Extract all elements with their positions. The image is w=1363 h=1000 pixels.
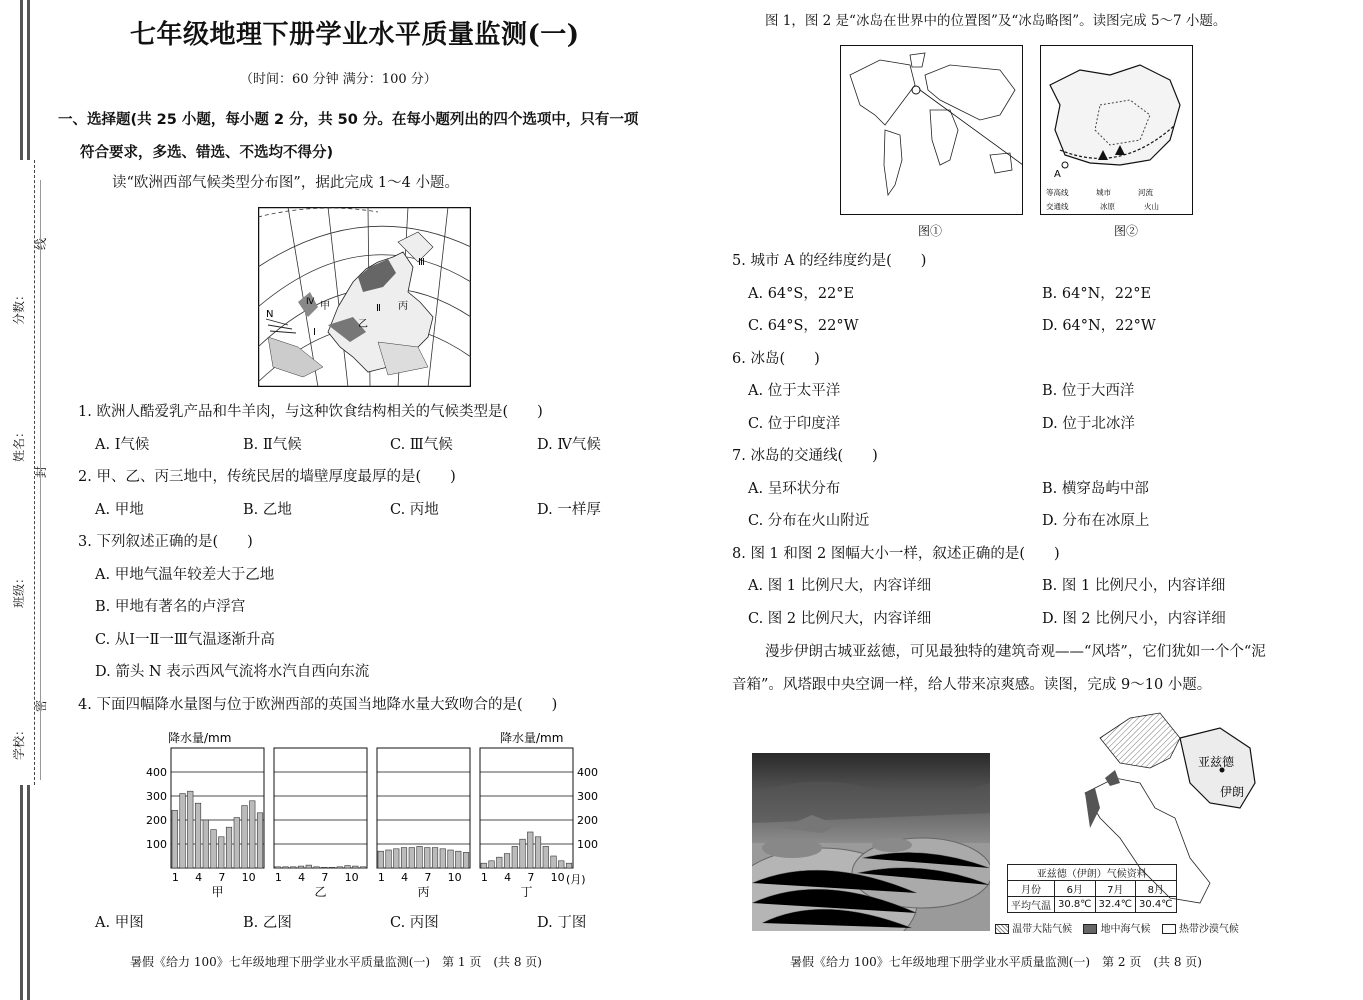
precip-bar [432, 848, 438, 868]
climate-month-jul: 7月 [1095, 881, 1136, 897]
precip-bar [520, 839, 526, 868]
precipitation-charts [140, 726, 610, 904]
seal-mark: 封 [34, 465, 48, 478]
score-label: 分数： [12, 288, 26, 325]
precip-bar [463, 852, 469, 868]
y-axis-label-right: 降水量/mm [500, 731, 564, 745]
yazd-label: 亚兹德 [1198, 755, 1235, 769]
precip-bar [551, 856, 557, 868]
legend-mediterranean: 地中海气候 [1100, 924, 1151, 935]
y-tick-label-left: 100 [146, 838, 167, 851]
chart-series-label: 丙 [417, 885, 430, 899]
zone-4-label: Ⅳ [306, 297, 315, 307]
q1-option-a: A. Ⅰ气候 [95, 437, 150, 453]
q3-option-b: B. 甲地有著名的卢浮宫 [95, 599, 246, 615]
precip-bar [242, 806, 248, 868]
climate-temp-jun: 30.8℃ [1055, 897, 1096, 913]
climate-legend [995, 920, 1239, 935]
sidebar-bar-bottom-2 [27, 785, 30, 1000]
precip-bar [456, 851, 462, 868]
page-subtitle: （时间：60 分钟 满分：100 分） [240, 72, 437, 87]
place-jia-label: 甲 [320, 301, 330, 312]
x-tick-label: 10 [241, 871, 256, 884]
precip-bar [543, 846, 549, 868]
x-tick-label: 10 [550, 871, 565, 884]
precip-bar [345, 866, 351, 868]
legend-city: 城市 [1096, 188, 1111, 197]
legend-road: 交通线 [1046, 202, 1069, 211]
europe-climate-map [258, 207, 471, 387]
x-tick-label: 1 [274, 871, 282, 884]
question-2: 2. 甲、乙、丙三地中，传统民居的墙壁厚度最厚的是( ) [78, 469, 456, 485]
x-tick-label: 10 [447, 871, 462, 884]
precip-bar [360, 867, 366, 868]
q1-option-c: C. Ⅲ气候 [390, 437, 453, 453]
climate-temp-header: 平均气温 [1008, 897, 1055, 913]
q8-option-b: B. 图 1 比例尺小，内容详细 [1042, 578, 1226, 594]
precip-bar [219, 837, 225, 868]
iran-label: 伊朗 [1220, 785, 1245, 799]
precip-bar [378, 851, 384, 868]
q4-option-c: C. 丙图 [390, 915, 439, 931]
arrow-n-label: N [266, 309, 274, 320]
legend-continental: 温带大陆气候 [1012, 924, 1073, 935]
precip-bar [180, 794, 186, 868]
precip-bar [275, 867, 281, 868]
precip-bar [298, 866, 304, 868]
x-tick-label: 4 [298, 871, 306, 884]
class-label: 班级： [12, 571, 26, 608]
section-heading-2: 符合要求，多选、错选、不选均不得分) [80, 145, 334, 161]
climate-temp-aug: 30.4℃ [1136, 897, 1177, 913]
chart-series-label: 乙 [314, 885, 327, 899]
precip-bar [566, 863, 572, 868]
precip-bar [497, 857, 503, 868]
figure-2-caption: 图② [1114, 224, 1139, 238]
q3-option-c: C. 从Ⅰ一Ⅱ一Ⅲ气温逐渐升高 [95, 632, 275, 648]
q5-option-d: D. 64°N，22°W [1042, 318, 1156, 334]
place-bing-label: 丙 [398, 301, 408, 312]
precip-bar [211, 830, 217, 868]
precip-bar [188, 791, 194, 868]
legend-swatch-mediterranean [1083, 924, 1097, 934]
question-6: 6. 冰岛( ) [732, 351, 820, 367]
q2-option-c: C. 丙地 [390, 502, 439, 518]
question-7: 7. 冰岛的交通线( ) [732, 448, 878, 464]
precip-bar [440, 849, 446, 868]
x-tick-label: 7 [321, 871, 329, 884]
climate-month-jun: 6月 [1055, 881, 1096, 897]
precip-bar [512, 846, 518, 868]
q5-option-b: B. 64°N，22°E [1042, 286, 1152, 302]
y-axis-label-left: 降水量/mm [168, 731, 232, 745]
x-tick-label: 4 [195, 871, 203, 884]
precip-bar [401, 848, 407, 868]
q5-option-a: A. 64°S，22°E [748, 286, 855, 302]
x-tick-label: 7 [218, 871, 226, 884]
precip-bar [353, 866, 359, 868]
q2-option-b: B. 乙地 [243, 502, 292, 518]
precip-bar [394, 849, 400, 868]
precip-bar [425, 848, 431, 868]
q7-option-b: B. 横穿岛屿中部 [1042, 481, 1149, 497]
precip-bar [250, 801, 256, 868]
precip-bar [409, 848, 415, 868]
precip-bar [535, 837, 541, 868]
q6-option-c: C. 位于印度洋 [748, 416, 841, 432]
name-label: 姓名： [12, 425, 26, 462]
q6-option-d: D. 位于北冰洋 [1042, 416, 1135, 432]
iceland-map-figure [1040, 45, 1193, 215]
x-tick-label: 4 [401, 871, 409, 884]
precip-bar [306, 865, 312, 868]
q7-option-c: C. 分布在火山附近 [748, 513, 870, 529]
x-axis-unit: (月) [566, 873, 586, 886]
precip-bar [329, 867, 335, 868]
zone-1-label: Ⅰ [313, 327, 316, 338]
precip-bar [195, 803, 201, 868]
precip-bar [489, 861, 495, 868]
page-title: 七年级地理下册学业水平质量监测(一) [130, 20, 580, 50]
question-3: 3. 下列叙述正确的是( ) [78, 534, 253, 550]
legend-ice: 冰原 [1100, 202, 1115, 211]
place-yi-label: 乙 [358, 319, 368, 330]
precip-bar [504, 854, 510, 868]
y-tick-label-left: 400 [146, 766, 167, 779]
precip-bar [283, 867, 289, 868]
question-1: 1. 欧洲人酷爱乳产品和牛羊肉，与这种饮食结构相关的气候类型是( ) [78, 404, 543, 420]
x-tick-label: 4 [504, 871, 512, 884]
precip-bar [417, 846, 423, 868]
precip-bar [528, 832, 534, 868]
precip-bar [386, 850, 392, 868]
paragraph-line-2: 音箱”。风塔跟中央空调一样，给人带来凉爽感。读图，完成 9～10 小题。 [732, 677, 1212, 693]
sidebar-bar-top [20, 0, 23, 160]
q4-option-a: A. 甲图 [95, 915, 144, 931]
q5-option-c: C. 64°S，22°W [748, 318, 859, 334]
precip-bar [322, 867, 328, 868]
figure-1-caption: 图① [918, 224, 943, 238]
q2-option-a: A. 甲地 [95, 502, 144, 518]
chart-series-label: 甲 [211, 885, 224, 899]
precip-bar [226, 827, 232, 868]
question-4: 4. 下面四幅降水量图与位于欧洲西部的英国当地降水量大致吻合的是( ) [78, 697, 558, 713]
precip-bar [559, 861, 565, 868]
x-tick-label: 7 [424, 871, 432, 884]
q8-option-c: C. 图 2 比例尺大，内容详细 [748, 611, 932, 627]
q4-option-d: D. 丁图 [537, 915, 587, 931]
x-tick-label: 1 [377, 871, 385, 884]
climate-month-header: 月份 [1008, 881, 1055, 897]
zone-2-label: Ⅱ [376, 303, 381, 314]
zone-3-label: Ⅲ [418, 257, 425, 268]
precip-bar [257, 813, 263, 868]
precip-bar [203, 820, 209, 868]
x-tick-label: 7 [527, 871, 535, 884]
city-a-label: A [1054, 169, 1061, 180]
sidebar-bar-bottom [20, 785, 23, 1000]
precip-bar [234, 818, 240, 868]
climate-temp-jul: 32.4℃ [1095, 897, 1136, 913]
x-tick-label: 1 [480, 871, 488, 884]
question-5: 5. 城市 A 的经纬度约是( ) [732, 253, 927, 269]
q7-option-d: D. 分布在冰原上 [1042, 513, 1150, 529]
y-tick-label-right: 100 [577, 838, 598, 851]
y-tick-label-right: 300 [577, 790, 598, 803]
paragraph-line-1: 漫步伊朗古城亚兹德，可见最独特的建筑奇观——“风塔”，它们犹如一个个“泥 [765, 644, 1266, 660]
page-1-footer: 暑假《给力 100》七年级地理下册学业水平质量监测(一) 第 1 页 (共 8 页) [130, 955, 542, 969]
intro-text: 读“欧洲西部气候类型分布图”，据此完成 1～4 小题。 [112, 175, 459, 191]
q2-option-d: D. 一样厚 [537, 502, 601, 518]
line-mark: 线 [34, 237, 48, 250]
chart-panel-4 [480, 748, 573, 868]
x-tick-label: 1 [171, 871, 179, 884]
y-tick-label-left: 300 [146, 790, 167, 803]
precip-bar [291, 867, 297, 868]
sidebar-write-line [40, 180, 41, 780]
secret-mark: 密 [34, 699, 48, 712]
chart-panel-2 [274, 748, 367, 868]
legend-desert: 热带沙漠气候 [1178, 924, 1239, 935]
legend-swatch-desert [1162, 924, 1176, 934]
q7-option-a: A. 呈环状分布 [748, 481, 841, 497]
page2-intro: 图 1，图 2 是“冰岛在世界中的位置图”及“冰岛略图”。读图完成 5～7 小题。 [765, 13, 1227, 29]
q4-option-b: B. 乙图 [243, 915, 292, 931]
climate-month-aug: 8月 [1136, 881, 1177, 897]
q1-option-b: B. Ⅱ气候 [243, 437, 302, 453]
precip-bar [448, 850, 454, 868]
legend-swatch-continental [995, 924, 1009, 934]
q1-option-d: D. Ⅳ气候 [537, 437, 601, 453]
chart-series-label: 丁 [520, 885, 533, 899]
precip-bar [172, 810, 178, 868]
page-2-footer: 暑假《给力 100》七年级地理下册学业水平质量监测(一) 第 2 页 (共 8 页) [790, 955, 1202, 969]
section-heading-1: 一、选择题(共 25 小题，每小题 2 分，共 50 分。在每小题列出的四个选项中，只有一项 [58, 112, 639, 128]
q8-option-d: D. 图 2 比例尺小，内容详细 [1042, 611, 1226, 627]
q6-option-a: A. 位于太平洋 [748, 383, 841, 399]
x-tick-label: 10 [344, 871, 359, 884]
climate-table [1007, 864, 1177, 913]
climate-title: 亚兹德（伊朗）气候资料 [1008, 865, 1177, 881]
y-tick-label-left: 200 [146, 814, 167, 827]
question-8: 8. 图 1 和图 2 图幅大小一样，叙述正确的是( ) [732, 546, 1060, 562]
legend-contour: 等高线 [1046, 188, 1069, 197]
legend-river: 河流 [1138, 188, 1153, 197]
precip-bar [337, 867, 343, 868]
q3-option-d: D. 箭头 N 表示西风气流将水汽自西向东流 [95, 664, 370, 680]
q8-option-a: A. 图 1 比例尺大，内容详细 [748, 578, 932, 594]
wind-tower-photo [752, 753, 990, 931]
y-tick-label-right: 200 [577, 814, 598, 827]
sidebar-bar-top-2 [27, 0, 30, 160]
school-label: 学校： [12, 723, 26, 760]
q3-option-a: A. 甲地气温年较差大于乙地 [95, 567, 275, 583]
q6-option-b: B. 位于大西洋 [1042, 383, 1135, 399]
legend-volcano: 火山 [1144, 202, 1159, 211]
precip-bar [314, 867, 320, 868]
y-tick-label-right: 400 [577, 766, 598, 779]
precip-bar [481, 863, 487, 868]
world-map-figure [840, 45, 1023, 215]
